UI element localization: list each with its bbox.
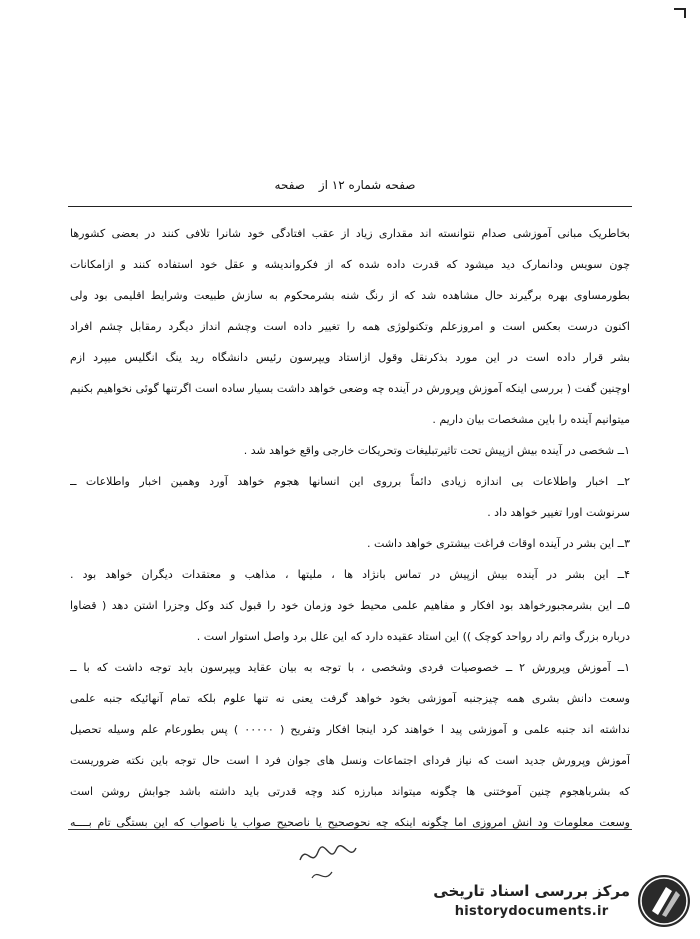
list-item: ۲ــ اخبار واطلاعات بی اندازه زیادی دائماً برروی این انسانها هجوم خواهد آورد وهمین اخبار واطلاعات ــ (70, 475, 630, 488)
text-line: نداشته اند جنبه علمی و آموزشی پید ا خواهند کرد اینجا افکار وتفریح ( ۰۰۰۰۰ ) پس بطورعام علم وسیله تحصیل (70, 723, 630, 736)
text-line: بشر قرار داده است در این مورد بذکرنقل وقول ازاستاد ویپرسون رئیس دانشگاه رید ینگ انگلیس میپرد ازم (70, 351, 630, 364)
watermark-text (433, 880, 630, 922)
list-item: ۳ــ این بشر در آینده اوقات فراغت بیشتری خواهد داشت . (367, 537, 630, 550)
list-item: ۱ــ آموزش وپرورش ۲ ــ خصوصیات فردی وشخصی ، با توجه به بیان عقاید ویپرسون باید توجه داشت که با ــ (70, 661, 630, 674)
page-of-label: صفحه (274, 178, 305, 192)
watermark (402, 872, 692, 930)
text-line: آموزش وپرورش جدید است که نیاز فردای اجتماعات ونسل های جوان فرد ا است حال توجه باین نکته ضروریست (70, 754, 630, 767)
handwritten-signature (292, 838, 362, 888)
list-item: ۵ــ این بشرمجبورخواهد بود افکار و مفاهیم علمی محیط خود وزمان خود را قبول کند وکل وجزرا اشتن دهد ( قضاوا (70, 599, 630, 612)
header-rule (68, 206, 632, 207)
historydocuments-logo-icon (636, 873, 692, 929)
list-item: ۴ــ این بشر در آینده بیش ازپیش در تماس بانژاد ها ، ملیتها ، مذاهب و معتقدات دیگران خواهد بود . (70, 568, 630, 581)
text-line: بخاطریک مبانی آموزشی صدام نتوانسته اند مقداری زیاد از عقب افتادگی خود شانرا تلافی کنند در بعضی کشورها (70, 227, 630, 240)
list-item: ۱ــ شخصی در آینده بیش ازپیش تحت تاثیرتبلیغات وتحریکات خارجی واقع خواهد شد . (243, 444, 630, 457)
watermark-title: مرکز بررسی اسناد تاریخی (433, 882, 630, 900)
watermark-url: historydocuments.ir (454, 904, 609, 919)
text-line: اکنون درست بعکس است و امروزعلم وتکنولوژی همه را تغییر داده است وچشم انداز دیگرد رمقابل چشم افراد (70, 320, 630, 333)
text-line: درباره بزرگ واتم راد رواحد کوچک )) این استاد عقیده دارد که این علل برد واصل استوار است . (196, 630, 630, 643)
text-line: بطورمساوی بهره برگیرند حال مشاهده شد که از رنگ شنه بشرمحکوم به سازش طبیعت وشرایط اقلیمی بود ولی (70, 289, 630, 302)
text-line: وسعت دانش بشری همه چیزجنبه آموزشی بخود خواهد گرفت یعنی نه تنها علوم بلکه تمام آنهائیکه جنبه علمی (70, 692, 630, 705)
text-line: که بشرباهجوم چنین آموختنی ها چگونه میتواند مبارزه کند وچه قدرتی باید داشته باشد جوابش روشن است (70, 785, 630, 798)
footer-rule (68, 829, 632, 830)
text-line: میتوانیم آینده را باین مشخصات بیان داریم . (432, 413, 630, 426)
page-header (0, 178, 700, 192)
corner-mark (674, 8, 686, 18)
text-line: چون سویس ودانمارک دید میشود که قدرت داده شده که از فکرواندیشه و عقل خود استفاده کنند و ازامکانات (70, 258, 630, 271)
document-body (70, 218, 630, 838)
text-line: سرنوشت اورا تغییر خواهد داد . (487, 506, 630, 519)
text-line: اوچنین گفت ( بررسی اینکه آموزش وپرورش در آینده چه وضعی خواهد داشت بسیار ساده است اگرتنها گوئی نخواهیم بکنیم (70, 382, 630, 395)
text-line: وسعت معلومات ود انش امروزی اما چگونه اینکه چه نحوصحیح یا ناصحیح صواب یا ناصواب که این بستگی تام بــــه (70, 816, 630, 829)
page-number-label: صفحه شماره ۱۲ از (318, 178, 416, 192)
